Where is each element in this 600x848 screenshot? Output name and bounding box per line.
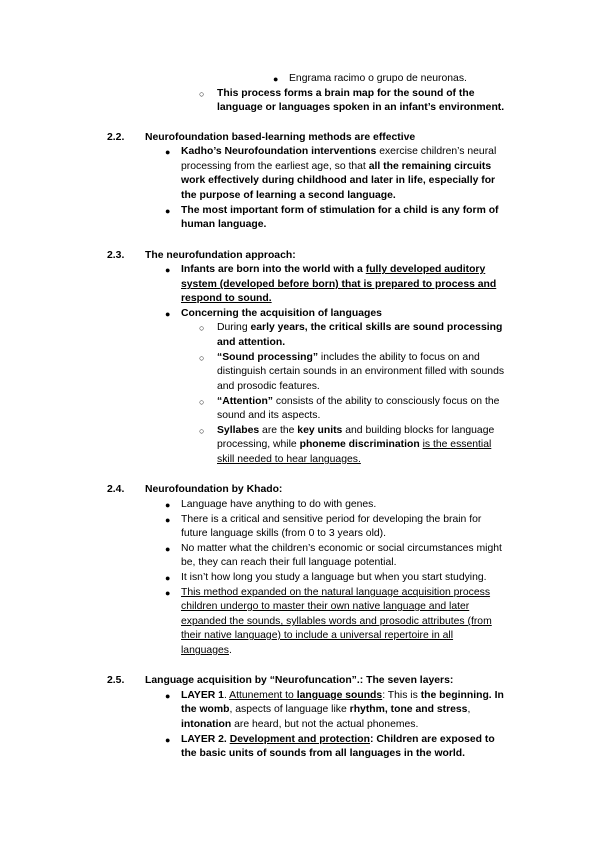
bullet-icon: ● [165, 500, 171, 510]
engram-line: Engrama racimo o grupo de neuronas. [289, 73, 467, 84]
bullet-icon: ● [165, 206, 171, 216]
s23-c2-line2: distinguish certain sounds in an environment filled with sounds [217, 366, 505, 377]
s23-b1-line3: respond to sound. [181, 293, 272, 304]
s22-b1-line2: processing from the earliest age, so that all the remaining circuits [181, 161, 492, 172]
section-heading: The neurofundation approach: [145, 250, 296, 261]
s24-b3-line1: No matter what the children’s economic or social circumstances might [181, 543, 502, 554]
s23-c4-line3: skill needed to hear languages. [217, 454, 361, 465]
circle-bullet-icon: ○ [199, 426, 205, 436]
section-number: 2.4. [107, 484, 125, 495]
bullet-icon: ● [165, 309, 171, 319]
bullet-icon: ● [165, 691, 171, 701]
brain-map-line-2: language or languages spoken in an infant’s environment. [217, 102, 505, 113]
bullet-icon: ● [165, 588, 171, 598]
s24-b5-line3: expanded the sounds, syllables words and prosodic attributes (from [181, 616, 492, 627]
s22-b1-line1: Kadho’s Neurofoundation interventions exercise children’s neural [181, 146, 497, 157]
s22-b1-line4: the purpose of learning a second language. [181, 190, 396, 201]
s24-b4-line: It isn’t how long you study a language but when you start studying. [181, 572, 487, 583]
s24-b2-line2: future language skills (from 0 to 3 years old). [181, 528, 387, 539]
s23-c1-line2: and attention. [217, 337, 286, 348]
s25-l1-line1: LAYER 1. Attunement to language sounds: This is the beginning. In [181, 690, 504, 701]
s23-b2-line: Concerning the acquisition of languages [181, 308, 382, 319]
s22-b2-line1: The most important form of stimulation for a child is any form of [181, 205, 499, 216]
s23-c1-line1: During early years, the critical skills are sound processing [217, 322, 503, 333]
section-heading: Neurofoundation by Khado: [145, 484, 283, 495]
circle-bullet-icon: ○ [199, 323, 205, 333]
s24-b2-line1: There is a critical and sensitive period for developing the brain for [181, 514, 482, 525]
bullet-icon: ● [165, 147, 171, 157]
s24-b3-line2: be, they can reach their full language potential. [181, 557, 397, 568]
s23-c4-line2: processing, while phoneme discrimination is the essential [217, 439, 492, 450]
bullet-icon: ● [165, 544, 171, 554]
s22-b1-line3: work effectively during childhood and later in life, especially for [181, 175, 496, 186]
bullet-icon: ● [165, 515, 171, 525]
bullet-icon: ● [165, 265, 171, 275]
s23-c3-line1: “Attention” consists of the ability to consciously focus on the [217, 396, 500, 407]
s23-b1-line1: Infants are born into the world with a fully developed auditory [181, 264, 486, 275]
section-number: 2.5. [107, 675, 125, 686]
s25-l1-line3: intonation are heard, but not the actual phonemes. [181, 719, 419, 730]
s23-c2-line1: “Sound processing” includes the ability to focus on and [217, 352, 480, 363]
circle-bullet-icon: ○ [199, 353, 205, 363]
brain-map-line-1: This process forms a brain map for the sound of the [217, 88, 475, 99]
s23-c2-line3: and prosodic features. [217, 381, 320, 392]
s23-b1-line2: system (developed before born) that is prepared to process and [181, 279, 497, 290]
bullet-icon: ● [165, 573, 171, 583]
bullet-icon: ● [165, 735, 171, 745]
s22-b2-line2: human language. [181, 219, 267, 230]
section-heading: Neurofoundation based-learning methods are effective [145, 132, 416, 143]
s25-l2-line1: LAYER 2. Development and protection: Children are exposed to [181, 734, 495, 745]
bullet-icon: ● [273, 74, 279, 84]
s24-b5-line5: languages. [181, 645, 232, 656]
section-number: 2.2. [107, 132, 125, 143]
s24-b5-line4: their native language) to include a universal repertoire in all [181, 630, 454, 641]
s24-b1-line: Language have anything to do with genes. [181, 499, 377, 510]
s23-c4-line1: Syllabes are the key units and building blocks for language [217, 425, 495, 436]
circle-bullet-icon: ○ [199, 89, 205, 99]
s24-b5-line1: This method expanded on the natural language acquisition process [181, 587, 491, 598]
section-heading: Language acquisition by “Neurofuncation”.: The seven layers: [145, 675, 454, 686]
s25-l1-line2: the womb, aspects of language like rhythm, tone and stress, [181, 704, 471, 715]
s23-c3-line2: sound and its aspects. [217, 410, 321, 421]
s25-l2-line2: the basic units of sounds from all languages in the world. [181, 748, 466, 759]
circle-bullet-icon: ○ [199, 397, 205, 407]
s24-b5-line2: children undergo to master their own native language and later [181, 601, 470, 612]
section-number: 2.3. [107, 250, 125, 261]
